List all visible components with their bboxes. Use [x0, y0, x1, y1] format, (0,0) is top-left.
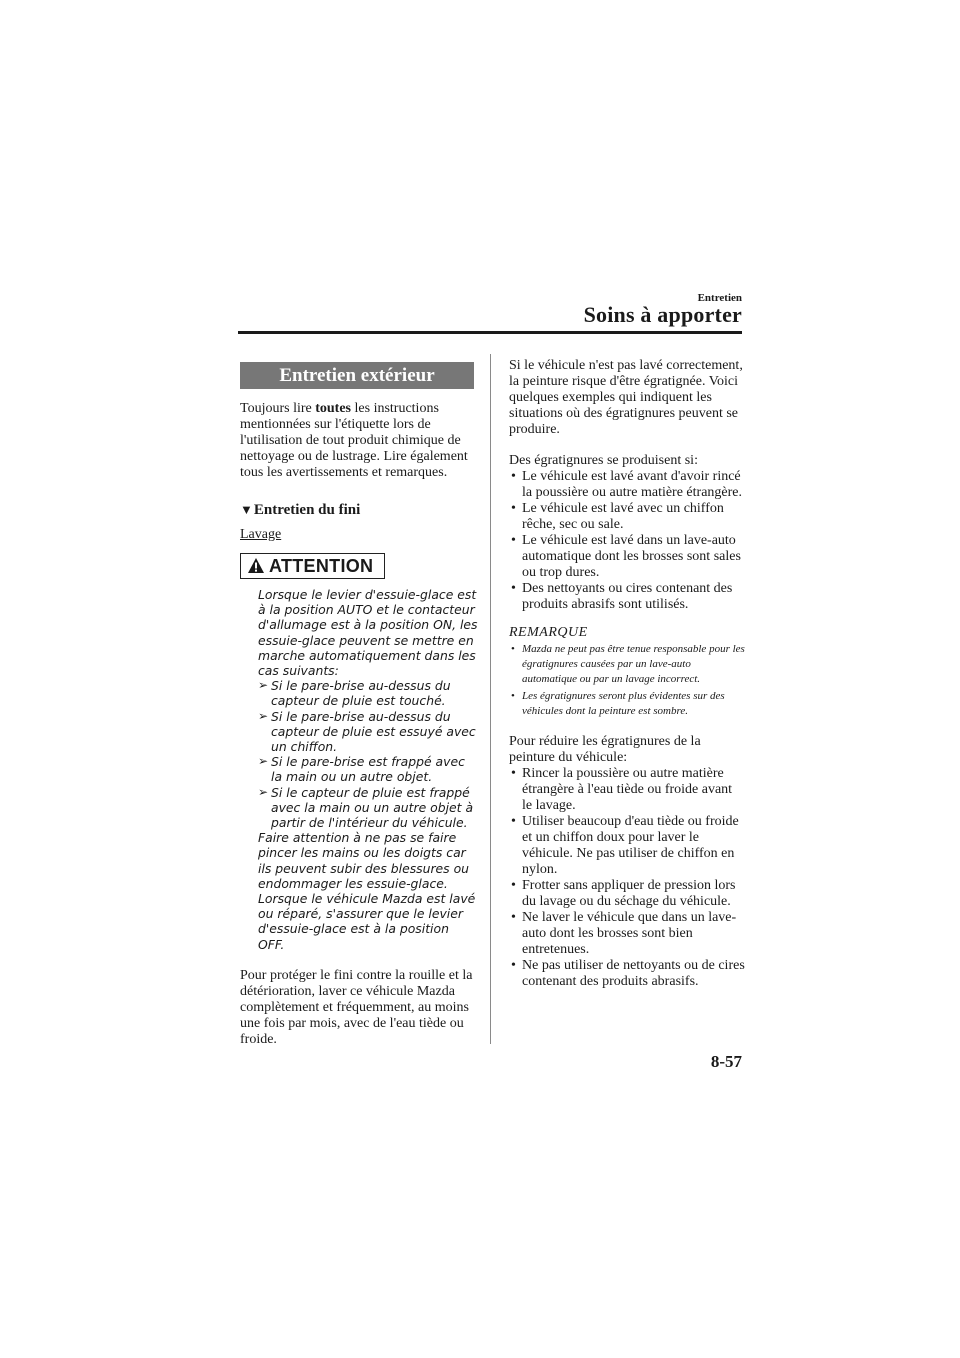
- warning-item-text: Si le pare-brise au-dessus du capteur de pluie est essuyé avec un chiffon.: [271, 708, 476, 755]
- bullet-icon: •: [511, 689, 515, 702]
- intro-text-post: les instructions mentionnées sur l'étiquette lors de l'utilisation de tout produit chimique de nettoyage ou de lustrage. Lire également tous les avertissements et remarques.: [240, 401, 468, 480]
- list-item-text: Rincer la poussière ou autre matière étrangère à l'eau tiède ou froide avant le lavage.: [522, 766, 733, 814]
- bullet-icon: •: [511, 643, 515, 655]
- warning-triangle-icon: [247, 557, 265, 574]
- list-item: [509, 469, 745, 501]
- warning-outro: Faire attention à ne pas se faire pincer les mains ou les doigts car ils peuvent subir des blessures ou endommager les essuie-glace. Lorsque le véhicule Mazda est lavé ou réparé, s'assurer que le levier d'essuie-glace est à la position OFF.: [258, 830, 476, 952]
- list-item: [509, 958, 745, 990]
- warning-item-text: Si le pare-brise est frappé avec la main ou un autre objet.: [271, 754, 465, 785]
- list-item: [509, 814, 745, 878]
- list-item-text: Ne pas utiliser de nettoyants ou de cires contenant des produits abrasifs.: [522, 958, 745, 990]
- page-header-title: Soins à apporter: [583, 302, 742, 327]
- note-item-text: Les égratignures seront plus évidentes sur des véhicules dont la peinture est sombre.: [522, 689, 725, 717]
- arrow-bullet-icon: ➢: [258, 708, 269, 723]
- arrow-bullet-icon: ➢: [258, 678, 269, 693]
- warning-item: [258, 754, 478, 784]
- right-column: [509, 358, 745, 990]
- bullet-icon: •: [511, 501, 516, 516]
- scratch-intro: Des égratignures se produisent si:: [509, 453, 698, 468]
- list-item: [509, 581, 745, 613]
- reduce-intro: Pour réduire les égratignures de la peinture du véhicule:: [509, 734, 701, 766]
- warning-text: [258, 587, 478, 952]
- triangle-marker-icon: ▼: [240, 502, 253, 517]
- list-item: [509, 878, 745, 910]
- page-number: 8-57: [710, 1052, 742, 1071]
- warning-item: [258, 785, 478, 831]
- list-item-text: Ne laver le véhicule que dans un lave-auto dont les brosses sont bien entretenues.: [522, 910, 737, 958]
- list-item: [509, 766, 745, 814]
- list-item-text: Le véhicule est lavé avec un chiffon rêche, sec ou sale.: [522, 501, 724, 532]
- subheading: [240, 501, 474, 519]
- bullet-icon: •: [511, 581, 516, 596]
- bullet-icon: •: [511, 766, 516, 782]
- remarque-heading: REMARQUE: [509, 625, 588, 640]
- list-item: [509, 533, 745, 581]
- attention-box: [240, 553, 385, 579]
- list-item-text: Des nettoyants ou cires contenant des produits abrasifs sont utilisés.: [522, 581, 733, 612]
- body-paragraph: Pour protéger le fini contre la rouille et la détérioration, laver ce véhicule Mazda complètement et fréquemment, au moins une fois par mois, avec de l'eau tiède ou froide.: [240, 967, 473, 1047]
- warning-intro: Lorsque le levier d'essuie-glace est à la position AUTO et le contacteur d'allumage est à la position ON, les essuie-glace peuvent se mettre en marche automatiquement dans les cas suivants:: [258, 587, 478, 679]
- bullet-icon: •: [511, 958, 516, 974]
- list-item: [509, 910, 745, 958]
- subsubheading: Lavage: [240, 527, 282, 542]
- header-section-label: Entretien: [697, 292, 742, 304]
- list-item-text: Le véhicule est lavé dans un lave-auto automatique dont les brosses sont sales ou trop dures.: [522, 533, 741, 580]
- bullet-icon: •: [511, 878, 516, 894]
- bullet-icon: •: [511, 814, 516, 830]
- note-item: [509, 642, 745, 688]
- body-paragraph: Si le véhicule n'est pas lavé correctement, la peinture risque d'être égratignée. Voici quelques exemples qui indiquent les situations où des égratignures peuvent se produire.: [509, 358, 743, 437]
- note-item-text: Mazda ne peut pas être tenue responsable pour les égratignures causées par un lave-auto automatique ou par un lavage incorrect.: [522, 643, 745, 686]
- list-item-text: Utiliser beaucoup d'eau tiède ou froide et un chiffon doux pour laver le véhicule. Ne pas utiliser de chiffon en nylon.: [522, 814, 739, 878]
- list-item-text: Frotter sans appliquer de pression lors du lavage ou du séchage du véhicule.: [522, 878, 736, 910]
- warning-item-text: Si le capteur de pluie est frappé avec la main ou un autre objet à partir de l'intérieur du véhicule.: [271, 784, 474, 831]
- section-banner: Entretien extérieur: [240, 362, 474, 389]
- bullet-icon: •: [511, 910, 516, 926]
- arrow-bullet-icon: ➢: [258, 784, 269, 799]
- warning-item: [258, 709, 478, 755]
- header-rule: [238, 331, 742, 334]
- intro-paragraph: [240, 401, 474, 481]
- warning-item: [258, 678, 478, 708]
- intro-text-pre: Toujours lire: [240, 401, 316, 416]
- bullet-icon: •: [511, 533, 516, 548]
- left-column: [240, 362, 478, 1048]
- warning-item-text: Si le pare-brise au-dessus du capteur de pluie est touché.: [271, 678, 451, 709]
- bullet-icon: •: [511, 469, 516, 484]
- note-item: [509, 689, 745, 719]
- list-item-text: Le véhicule est lavé avant d'avoir rincé la poussière ou autre matière étrangère.: [522, 469, 743, 500]
- intro-text-bold: toutes: [315, 401, 352, 416]
- list-item: [509, 501, 745, 533]
- subheading-text: Entretien du fini: [253, 502, 361, 518]
- arrow-bullet-icon: ➢: [258, 754, 269, 769]
- attention-label: ATTENTION: [269, 556, 374, 576]
- column-divider: [490, 354, 491, 1044]
